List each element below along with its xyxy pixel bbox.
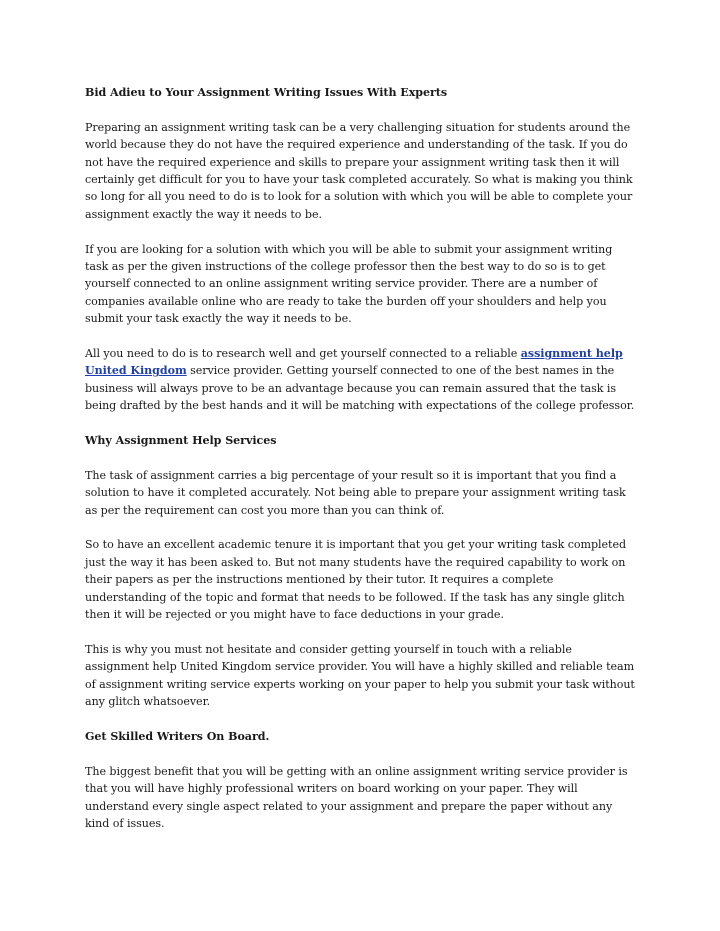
document-title: Bid Adieu to Your Assignment Writing Issues With Experts: [85, 86, 448, 99]
paragraph-7: The biggest benefit that you will be getting with an online assignment writing service provider is that you will have highly professional writers on board working on your paper. They will understand every single aspect related to your assignment and prepare the paper without any kind of issues.: [85, 764, 628, 830]
paragraph-4: The task of assignment carries a big percentage of your result so it is important that you find a solution to have it completed accurately. Not being able to prepare your assignment writing task as per the requirement can cost you more than you can think of.: [85, 468, 626, 517]
document-page: [85, 84, 637, 850]
section-heading-why-assignment-help: Why Assignment Help Services: [85, 434, 277, 448]
assignment-help-link[interactable]: assignment help United Kingdom: [85, 347, 623, 378]
paragraph-3-text-after: service provider. Getting yourself connected to one of the best names in the business will always prove to be an advantage because you can remain assured that the task is being drafted by the best hands and it will be matching with expectations of the college professor.: [85, 364, 635, 413]
paragraph-3: [85, 345, 637, 415]
section-heading-skilled-writers: Get Skilled Writers On Board.: [85, 729, 270, 743]
paragraph-1: Preparing an assignment writing task can be a very challenging situation for students around the world because they do not have the required experience and understanding of the task. If you do not have the required experience and skills to prepare your assignment writing task then it will certainly get difficult for you to have your task completed accurately. So what is making you think so long for all you need to do is to look for a solution with which you will be able to complete your assignment exactly the way it needs to be.: [85, 120, 633, 221]
paragraph-2: If you are looking for a solution with which you will be able to submit your assignment writing task as per the given instructions of the college professor then the best way to do so is to get yourself connected to an online assignment writing service provider. There are a number of companies available online who are ready to take the burden off your shoulders and help you submit your task exactly the way it needs to be.: [85, 242, 613, 326]
paragraph-6: This is why you must not hesitate and consider getting yourself in touch with a reliable assignment help United Kingdom service provider. You will have a highly skilled and reliable team of assignment writing service experts working on your paper to help you submit your task without any glitch whatsoever.: [85, 642, 635, 709]
paragraph-3-text-before: All you need to do is to research well and get yourself connected to a reliable: [85, 347, 521, 361]
paragraph-5: So to have an excellent academic tenure it is important that you get your writing task completed just the way it has been asked to. But not many students have the required capability to work on their papers as per the instructions mentioned by their tutor. It requires a complete understanding of the topic and format that needs to be followed. If the task has any single glitch then it will be rejected or you might have to face deductions in your grade.: [85, 538, 627, 622]
